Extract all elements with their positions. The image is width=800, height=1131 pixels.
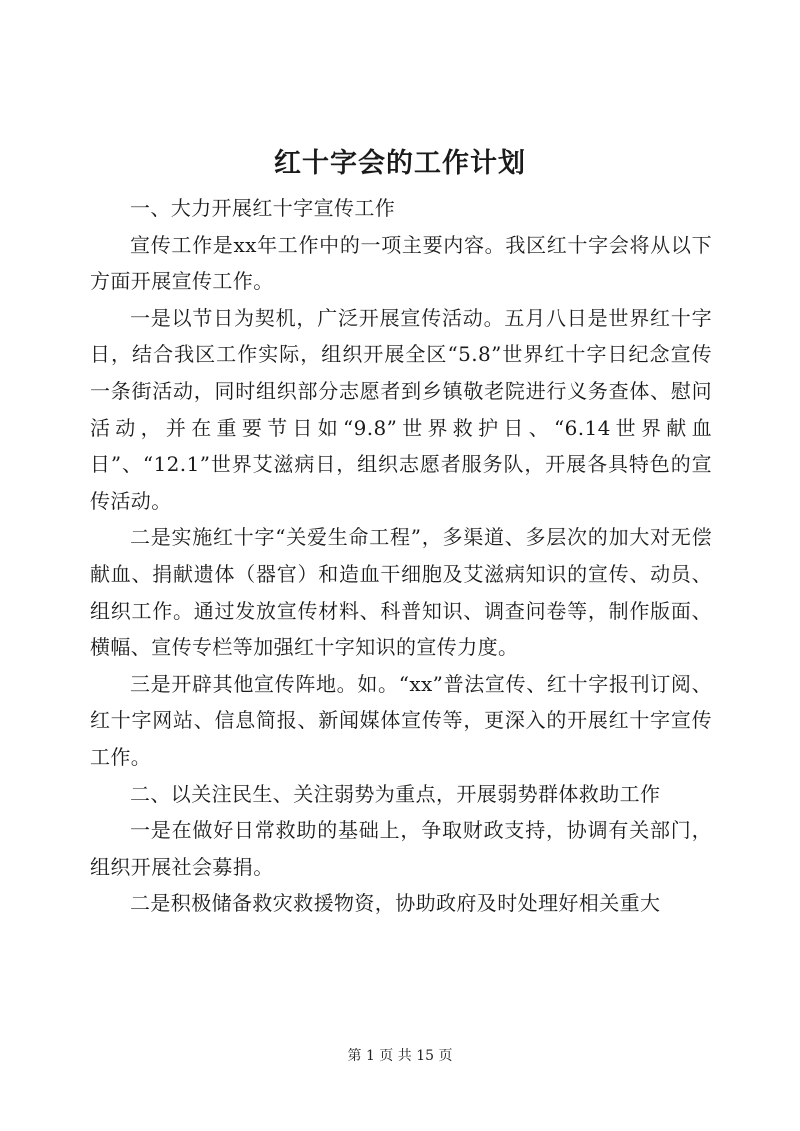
body-paragraph: 一是以节日为契机，广泛开展宣传活动。五月八日是世界红十字日，结合我区工作实际，组织开展全区“5.8”世界红十字日纪念宣传一条街活动，同时组织部分志愿者到乡镇敬老院进行义务查体、慰问活动，并在重要节日如“9.8”世界救护日、“6.14世界献血日”、“12.1”世界艾滋病日，组织志愿者服务队，开展各具特色的宣传活动。 <box>90 305 712 513</box>
body-paragraph: 一是在做好日常救助的基础上，争取财政支持，协调有关部门，组织开展社会募捐。 <box>90 818 712 879</box>
body-paragraph: 二是实施红十字“关爱生命工程”，多渠道、多层次的加大对无偿献血、捐献遗体（器官）和造血干细胞及艾滋病知识的宣传、动员、组织工作。通过发放宣传材料、科普知识、调查问卷等，制作版面、横幅、宣传专栏等加强红十字知识的宣传力度。 <box>90 525 712 660</box>
document-body <box>90 190 712 922</box>
document-title: 红十字会的工作计划 <box>274 148 526 179</box>
body-paragraph: 二是积极储备救灾救援物资，协助政府及时处理好相关重大 <box>130 891 661 916</box>
section-heading: 二、以关注民生、关注弱势为重点，开展弱势群体救助工作 <box>130 781 661 806</box>
body-paragraph: 宣传工作是xx年工作中的一项主要内容。我区红十字会将从以下方面开展宣传工作。 <box>90 232 712 294</box>
body-paragraph: 三是开辟其他宣传阵地。如。“xx”普法宣传、红十字报刊订阅、红十字网站、信息简报、新闻媒体宣传等，更深入的开展红十字宣传工作。 <box>90 671 712 769</box>
page-footer: 第 1 页 共 15 页 <box>347 1048 453 1064</box>
section-heading: 一、大力开展红十字宣传工作 <box>130 196 396 220</box>
